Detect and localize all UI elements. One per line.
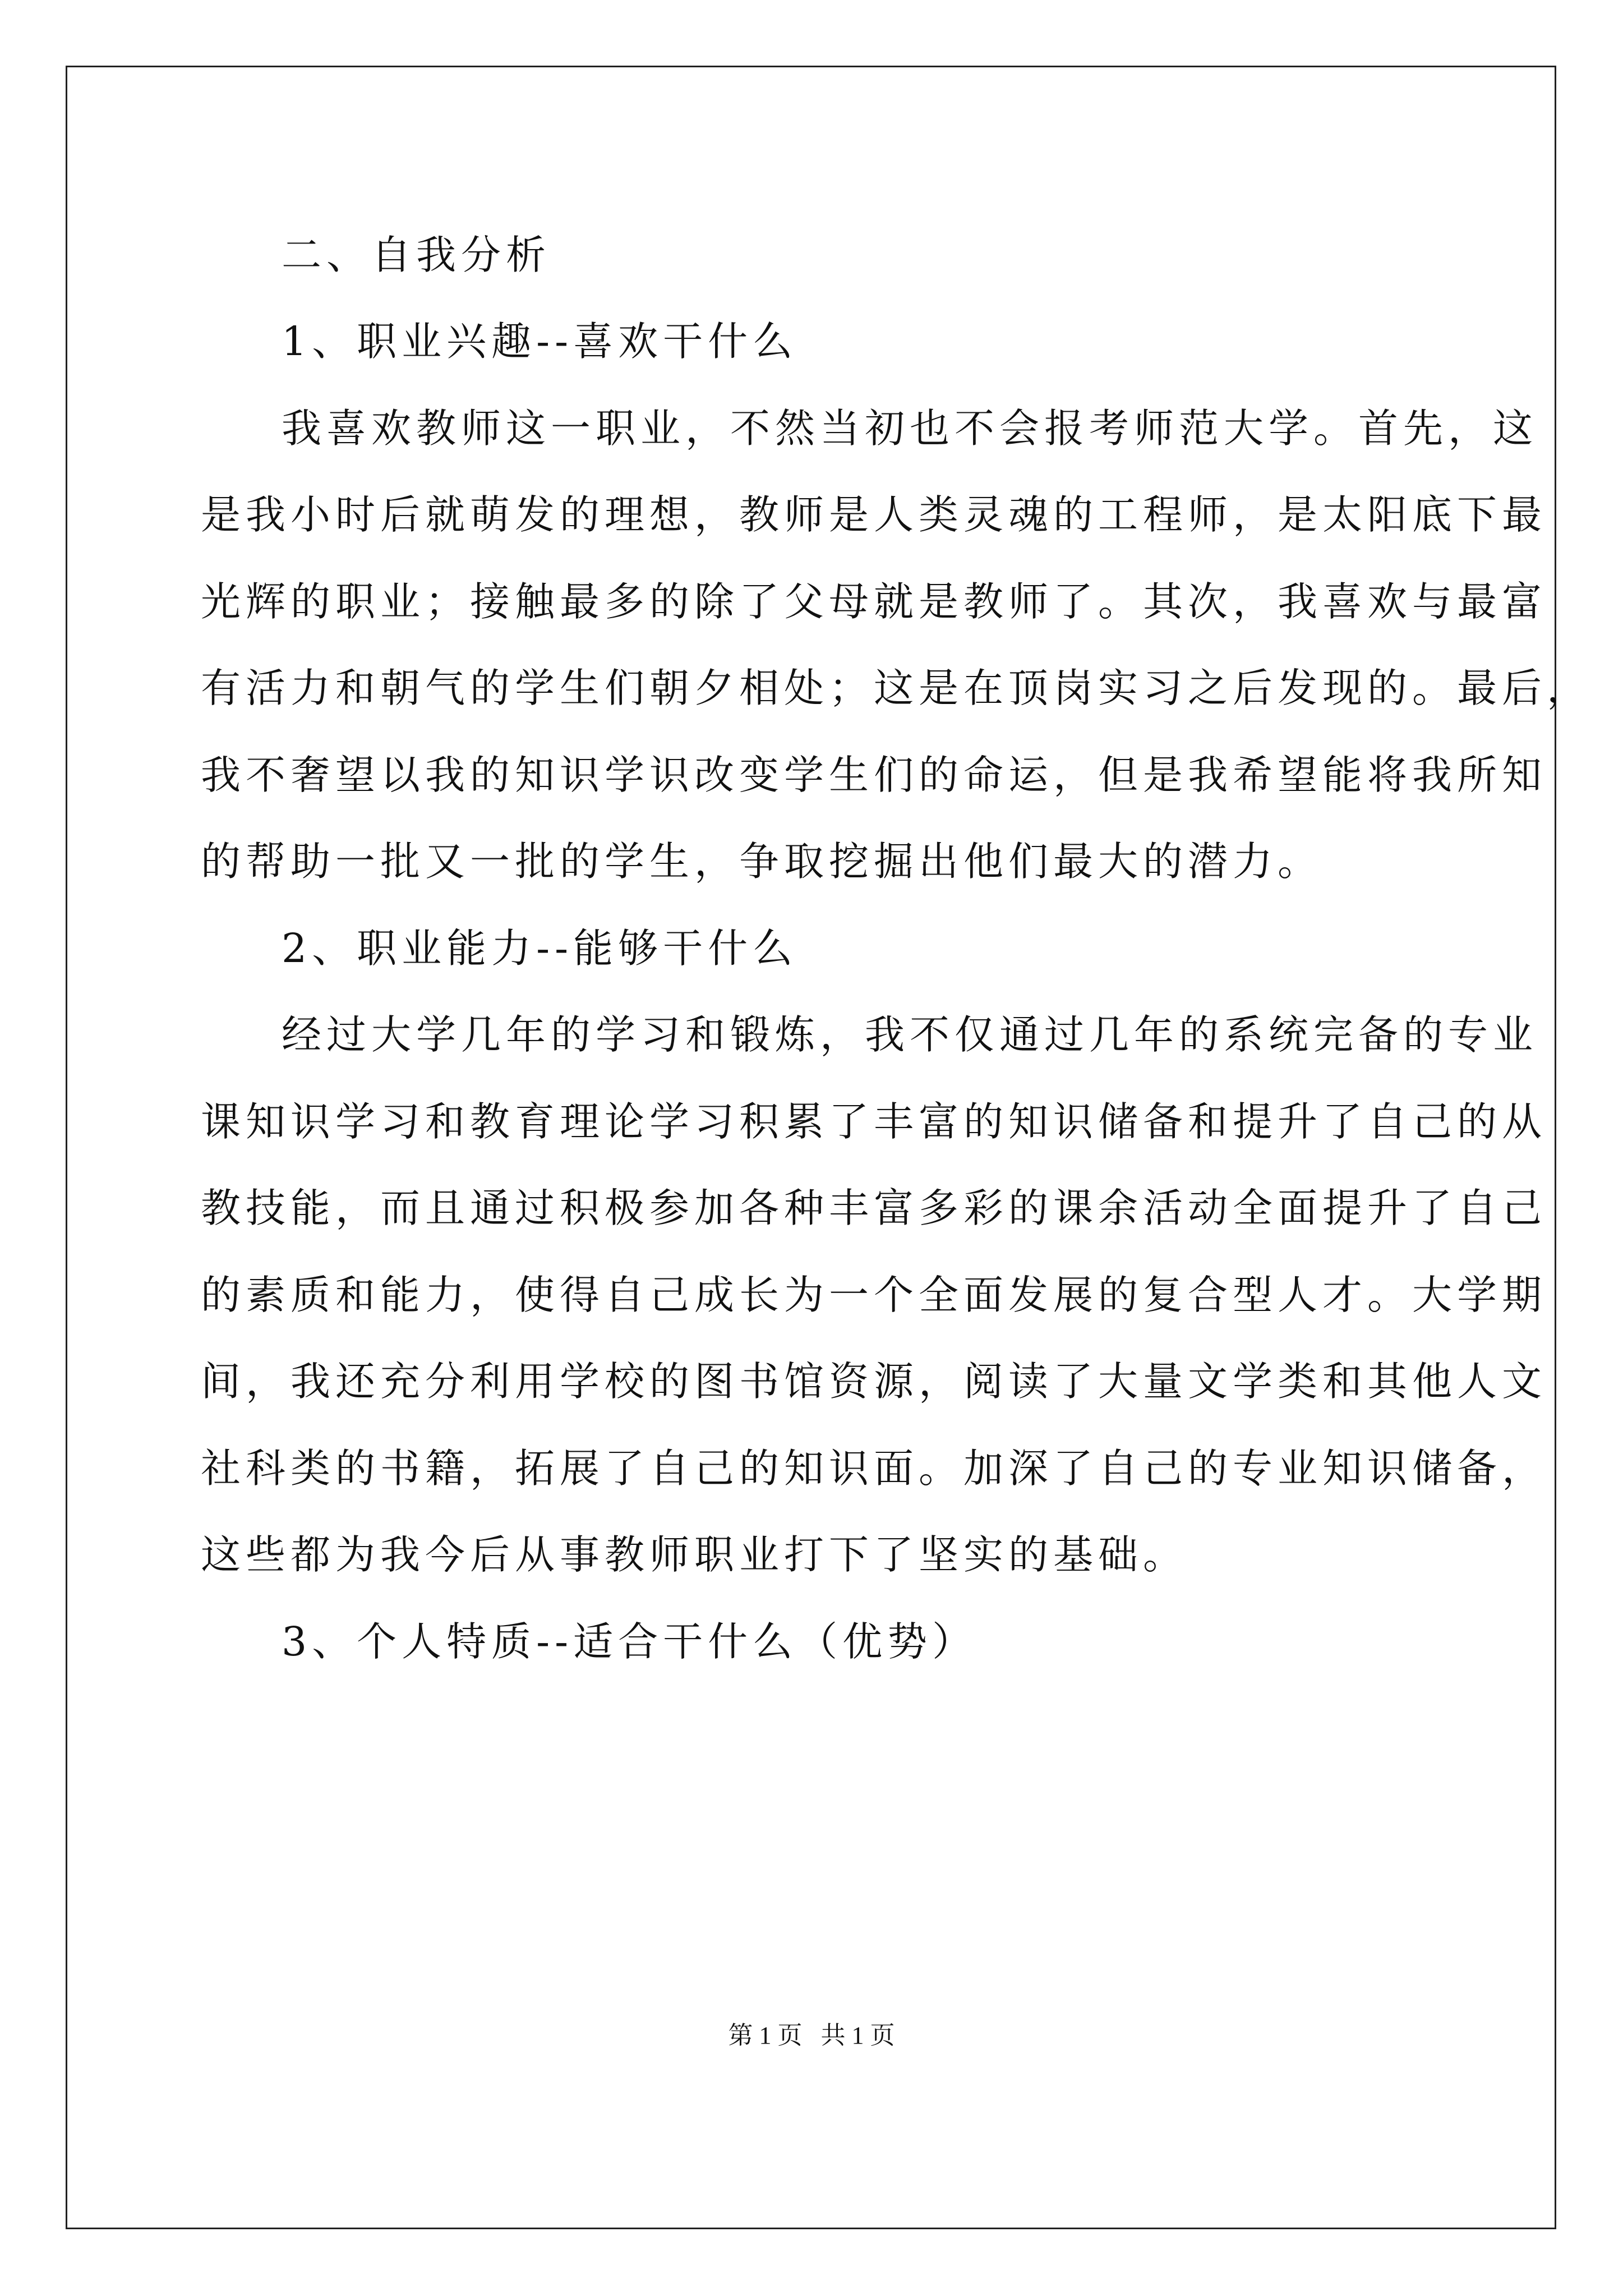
paragraph-line: 教技能，而且通过积极参加各种丰富多彩的课余活动全面提升了自己 [201,1185,1547,1231]
paragraph-line: 社科类的书籍，拓展了自己的知识面。加深了自己的专业知识储备， [201,1445,1547,1492]
paragraph-line: 间，我还充分利用学校的图书馆资源，阅读了大量文学类和其他人文 [201,1358,1547,1405]
subheading-personal-traits: 3、个人特质--适合干什么（优势） [282,1618,978,1665]
paragraph-line: 课知识学习和教育理论学习积累了丰富的知识储备和提升了自己的从 [201,1098,1547,1145]
paragraph-line: 这些都为我今后从事教师职业打下了坚实的基础。 [201,1531,1188,1578]
subheading-career-ability: 2、职业能力--能够干什么 [282,925,798,972]
page-footer: 第 1 页 共 1 页 [728,2022,895,2049]
paragraph-line: 光辉的职业；接触最多的除了父母就是教师了。其次，我喜欢与最富 [201,578,1547,625]
paragraph-line: 是我小时后就萌发的理想，教师是人类灵魂的工程师，是太阳底下最 [201,491,1547,538]
paragraph-line: 我喜欢教师这一职业，不然当初也不会报考师范大学。首先，这 [282,405,1538,452]
paragraph-line: 的素质和能力，使得自己成长为一个全面发展的复合型人才。大学期 [201,1272,1547,1318]
section-heading-self-analysis: 二、自我分析 [282,232,551,278]
paragraph-line: 经过大学几年的学习和锻炼，我不仅通过几年的系统完备的专业 [282,1011,1538,1058]
paragraph-line: 有活力和朝气的学生们朝夕相处；这是在顶岗实习之后发现的。最后， [201,665,1592,711]
paragraph-line: 的帮助一批又一批的学生，争取挖掘出他们最大的潜力。 [201,838,1323,885]
paragraph-line: 我不奢望以我的知识学识改变学生们的命运，但是我希望能将我所知 [201,752,1547,798]
subheading-career-interest: 1、职业兴趣--喜欢干什么 [282,318,798,365]
